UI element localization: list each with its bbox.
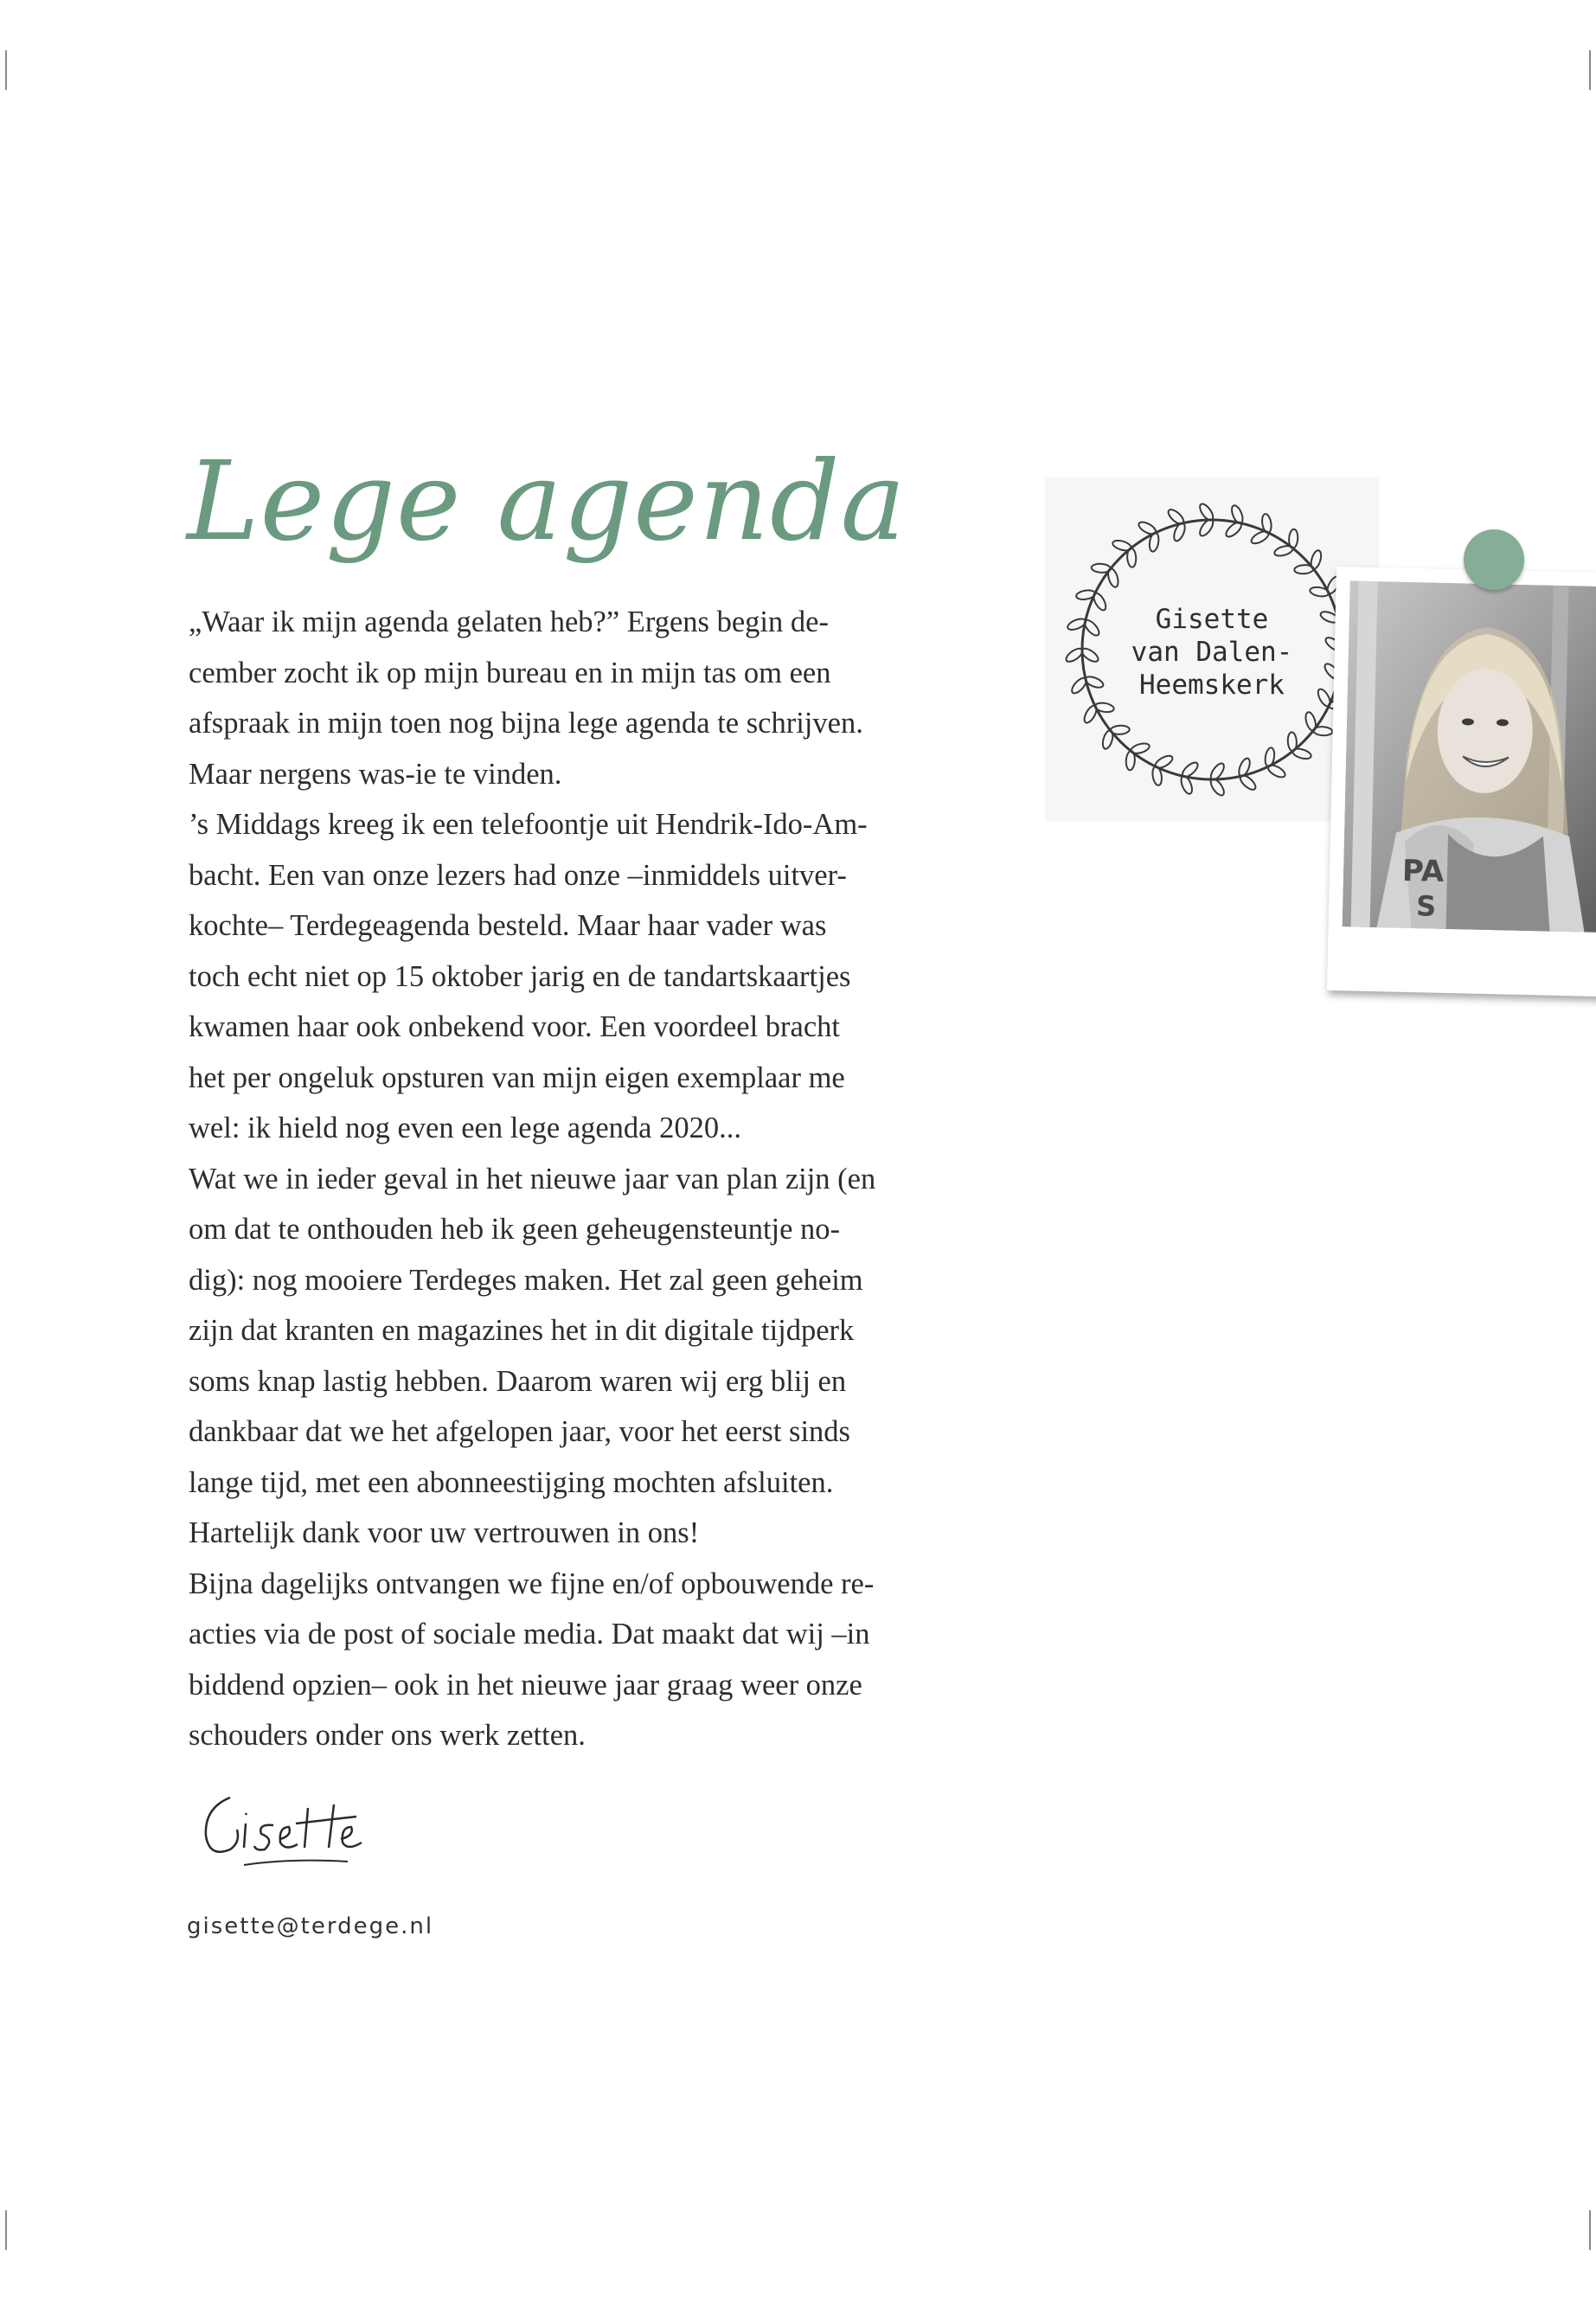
crop-mark-top-right <box>1589 50 1591 90</box>
crop-mark-bottom-left <box>5 2210 7 2250</box>
body-line: het per ongeluk opsturen van mijn eigen exemplaar me <box>189 1061 845 1094</box>
wreath-leaf <box>1130 741 1151 755</box>
portrait-image <box>1343 580 1596 933</box>
wreath-leaf <box>1082 704 1099 725</box>
svg-text:S: S <box>1415 889 1437 923</box>
body-line: zijn dat kranten en magazines het in dit digitale tijdperk <box>189 1314 855 1347</box>
body-line: toch echt niet op 15 oktober jarig en de tandartskaartjes <box>189 959 851 993</box>
wreath-leaf <box>1266 763 1287 779</box>
body-line: „Waar ik mijn agenda gelaten heb?” Ergens begin de- <box>189 606 829 638</box>
wreath-leaf <box>1249 529 1270 546</box>
body-line: cember zocht ik op mijn bureau en in mijn tas om een <box>189 656 831 689</box>
author-name-badge <box>1045 478 1379 822</box>
signature <box>195 1782 386 1877</box>
body-line: lange tijd, met een abonneestijging mochten afsluiten. <box>189 1465 834 1499</box>
body-line: bacht. Een van onze lezers had onze –inmiddels uitver- <box>189 858 847 892</box>
wreath-leaf <box>1287 732 1297 752</box>
crop-mark-top-left <box>5 50 7 90</box>
body-line: kochte– Terdegeagenda besteld. Maar haar vader was <box>189 909 827 942</box>
author-name <box>1045 603 1379 702</box>
body-line: Hartelijk dank voor uw vertrouwen in ons! <box>189 1516 700 1549</box>
body-line: acties via de post of sociale media. Dat maakt dat wij –in <box>189 1618 870 1650</box>
wreath-leaf <box>1137 520 1157 536</box>
pin-icon <box>1464 529 1524 590</box>
wreath-leaf <box>1106 567 1120 588</box>
body-line: kwamen haar ook onbekend voor. Een voordeel bracht <box>189 1010 840 1043</box>
body-line: soms knap lastig hebben. Daarom waren wij erg blij en <box>189 1364 847 1398</box>
svg-text:PA: PA <box>1401 853 1445 889</box>
article-title: Lege agenda <box>187 438 907 565</box>
body-line: schouders onder ons werk zetten. <box>189 1719 586 1752</box>
body-line: biddend opzien– ook in het nieuwe jaar graag weer onze <box>189 1668 862 1702</box>
author-email[interactable]: gisette@terdege.nl <box>187 1913 434 1939</box>
wreath-leaf <box>1127 548 1137 567</box>
body-line: om dat te onthouden heb ik geen geheugensteuntje no- <box>189 1213 841 1246</box>
author-name-line: Gisette <box>1155 604 1269 635</box>
wreath-leaf <box>1304 711 1317 732</box>
crop-mark-bottom-right <box>1589 2210 1591 2250</box>
body-line: Bijna dagelijks ontvangen we fijne en/of opbouwende re- <box>189 1567 875 1600</box>
wreath-leaf <box>1153 753 1174 770</box>
wreath-leaf <box>1273 544 1294 558</box>
body-line: ’s Middags kreeg ik een telefoontje uit Hendrik-Ido-Am- <box>189 808 868 841</box>
body-line: afspraak in mijn toen nog bijna lege agenda te schrijven. <box>189 707 863 740</box>
author-photo <box>1327 567 1596 997</box>
wreath-leaf <box>1294 565 1314 574</box>
body-line: wel: ik hield nog even een lege agenda 2020... <box>189 1112 741 1144</box>
body-line: dig): nog mooiere Terdeges maken. Het zal geen geheim <box>189 1263 863 1297</box>
wreath-leaf <box>1110 725 1130 734</box>
author-name-line: van Dalen- <box>1131 637 1293 668</box>
body-line: dankbaar dat we het afgelopen jaar, voor het eerst sinds <box>189 1415 850 1448</box>
author-name-line: Heemskerk <box>1139 670 1285 701</box>
body-line: Wat we in ieder geval in het nieuwe jaar van plan zijn (en <box>189 1162 876 1195</box>
body-line: Maar nergens was-ie te vinden. <box>189 757 562 791</box>
article-body <box>189 597 993 1761</box>
